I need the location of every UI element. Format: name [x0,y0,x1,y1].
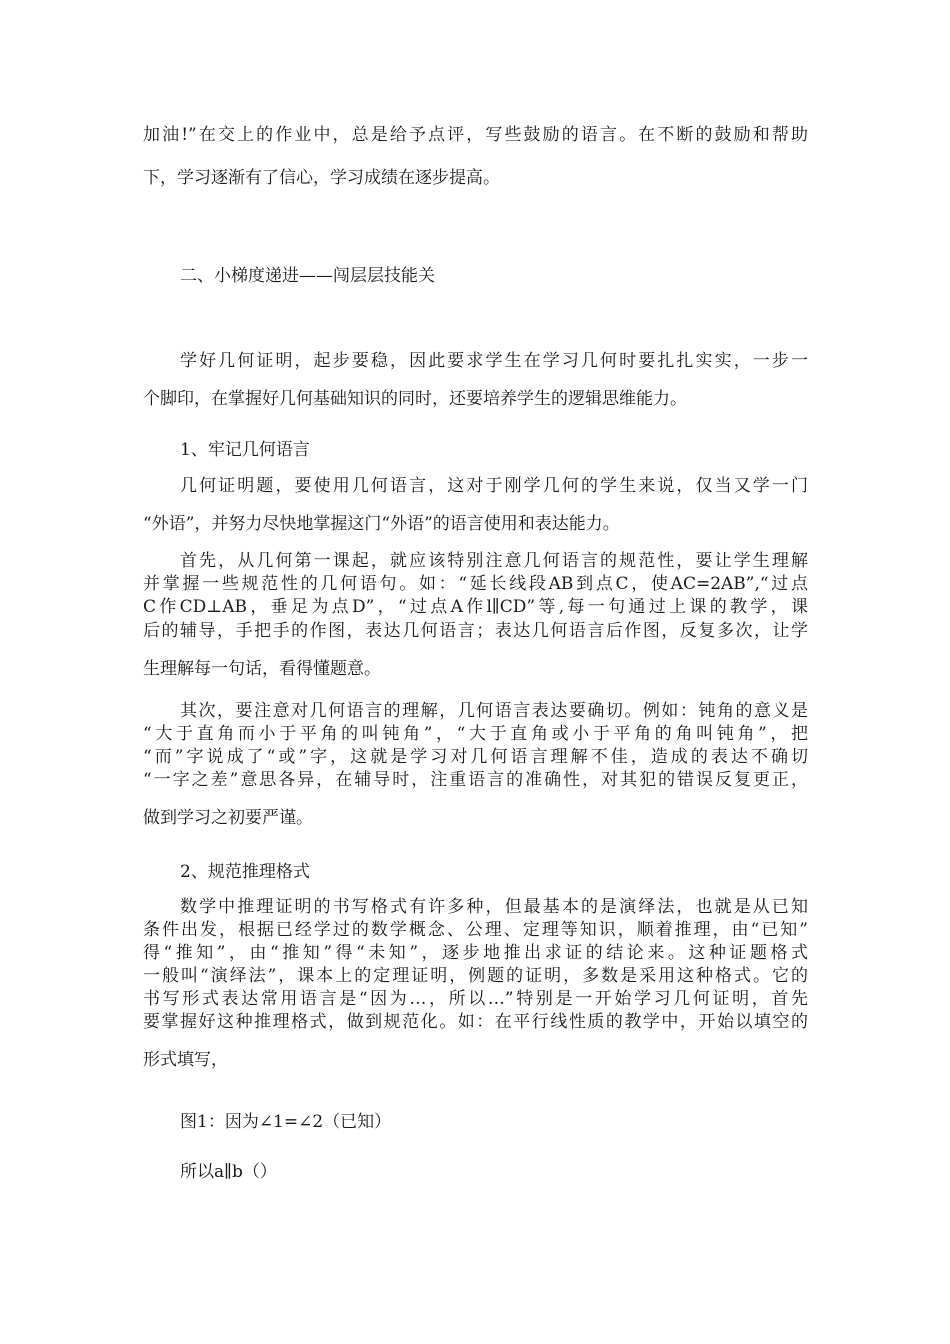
text-line: 首先，从几何第一课起，就应该特别注意几何语言的规范性，要让学生理解 [180,551,808,571]
text-line: “外语”，并努力尽快地掌握这门“外语”的语言使用和表达能力。 [143,514,620,534]
text-line: 形式填写， [143,1050,228,1070]
text-line: 数学中推理证明的书写格式有许多种，但最基本的是演绎法，也就是从已知 [180,897,808,917]
paragraph-intro [143,351,808,409]
heading-text: 二、小梯度递进——闯层层技能关 [180,266,435,286]
paragraph-encouragement [143,125,808,188]
paragraph-second [143,701,808,828]
text-line: 加油!”在交上的作业中，总是给予点评，写些鼓励的语言。在不断的鼓励和帮助 [143,125,808,145]
text-line: 生理解每一句话，看得懂题意。 [143,659,381,679]
text-line: 个脚印，在掌握好几何基础知识的同时，还要培养学生的逻辑思维能力。 [143,389,687,409]
text-line: 做到学习之初要严谨。 [143,808,313,828]
text-line: 书写形式表达常用语言是“因为…，所以…”特别是一开始学习几何证明，首先 [143,989,808,1009]
text-line: 所以a∥b（） [180,1162,277,1182]
text-line: 要掌握好这种推理格式，做到规范化。如：在平行线性质的教学中，开始以填空的 [143,1012,808,1032]
paragraph-first [143,551,808,679]
text-line: “而”字说成了“或”字，这就是学习对几何语言理解不佳，造成的表达不确切 [143,747,808,767]
text-line: 条件出发，根据已经学过的数学概念、公理、定理等知识，顺着推理，由“已知” [143,920,808,940]
text-line: 并掌握一些规范性的几何语句。如：“延长线段AB到点C，使AC=2AB”,“过点 [143,574,808,594]
text-line: 学好几何证明，起步要稳，因此要求学生在学习几何时要扎扎实实，一步一 [180,351,808,371]
text-line: 一般叫“演绎法”，课本上的定理证明，例题的证明，多数是采用这种格式。它的 [143,966,808,986]
text-line: 后的辅导，手把手的作图，表达几何语言；表达几何语言后作图，反复多次，让学 [143,621,808,641]
figure-caption [143,1112,808,1132]
text-line: 其次，要注意对几何语言的理解，几何语言表达要确切。例如：钝角的意义是 [180,701,808,721]
text-line: “一字之差”意思各异，在辅导时，注重语言的准确性，对其犯的错误反复更正， [143,770,808,790]
heading-text: 2、规范推理格式 [180,862,310,882]
paragraph-reasoning-format [143,897,808,1070]
text-line: 得“推知”，由“推知”得“未知”，逐步地推出求证的结论来。这种证题格式 [143,943,808,963]
text-line: 下，学习逐渐有了信心，学习成绩在逐步提高。 [143,168,500,188]
text-line: C作CD⊥AB，垂足为点D”，“过点A作l∥CD”等,每一句通过上课的教学，课 [143,597,808,617]
text-line: 几何证明题，要使用几何语言，这对于刚学几何的学生来说，仅当又学一门 [180,476,808,496]
subsection-heading [143,862,808,882]
conclusion-line [143,1162,808,1182]
text-line: “大于直角而小于平角的叫钝角”，“大于直角或小于平角的角叫钝角”，把 [143,724,808,744]
heading-text: 1、牢记几何语言 [180,440,310,460]
section-heading [143,266,808,286]
text-line: 图1：因为∠1=∠2（已知） [180,1112,392,1132]
subsection-heading [143,440,808,460]
paragraph-geometry-language [143,476,808,534]
